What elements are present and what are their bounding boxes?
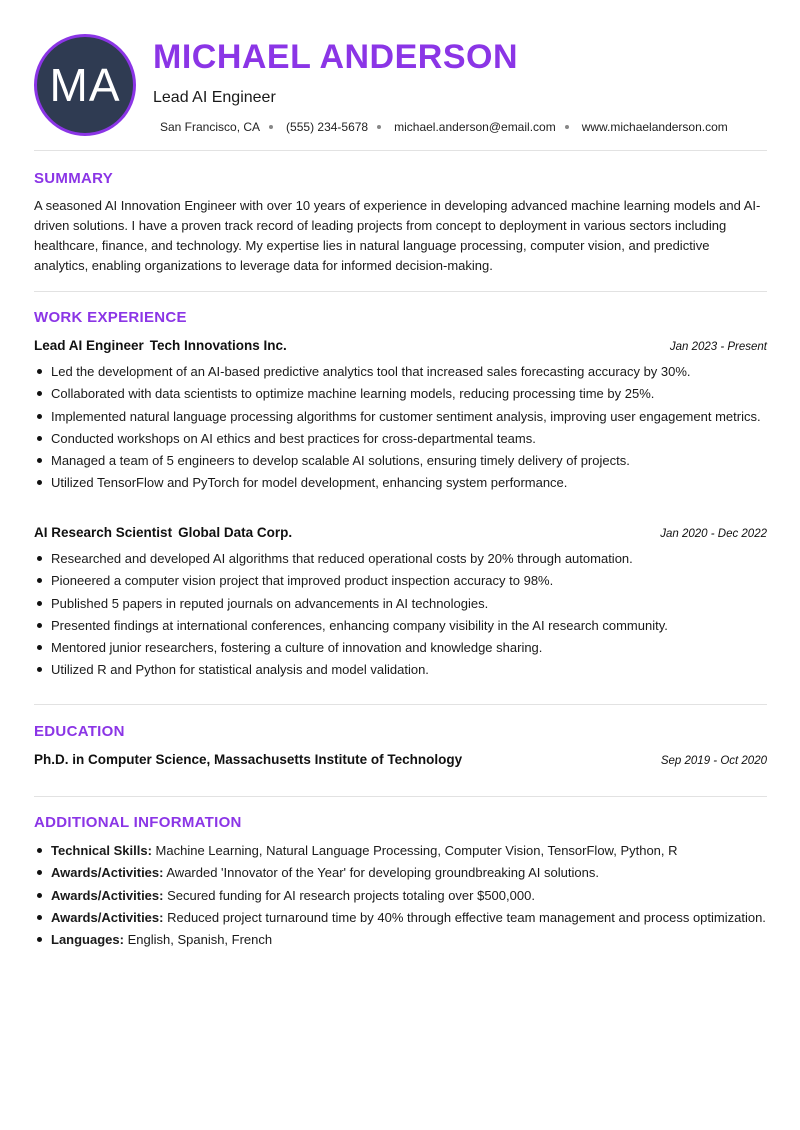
item-text: Secured funding for AI research projects totaling over $500,000.: [167, 887, 535, 903]
contact-location: San Francisco, CA: [160, 120, 261, 134]
list-item: Utilized TensorFlow and PyTorch for model development, enhancing system performance.: [34, 473, 767, 492]
job-role: Lead AI Engineer: [34, 338, 144, 353]
job-header: [34, 525, 767, 540]
list-item: Conducted workshops on AI ethics and best practices for cross-departmental teams.: [34, 429, 767, 448]
list-item: [34, 930, 767, 949]
item-label: Technical Skills:: [51, 843, 152, 858]
list-item: Presented findings at international conferences, enhancing company visibility in the AI research community.: [34, 616, 767, 635]
separator-dot-icon: [377, 125, 381, 129]
list-item: Published 5 papers in reputed journals on advancements in AI technologies.: [34, 594, 767, 613]
job-company: Global Data Corp.: [178, 525, 293, 540]
job-title-line: [34, 525, 292, 540]
education-degree: Ph.D. in Computer Science, Massachusetts Institute of Technology: [34, 752, 463, 767]
item-label: Awards/Activities:: [51, 865, 164, 881]
avatar-initials: MA: [49, 59, 121, 111]
item-text: Machine Learning, Natural Language Processing, Computer Vision, TensorFlow, Python, R: [155, 843, 678, 858]
job-title-line: [34, 338, 287, 353]
separator-dot-icon: [269, 125, 273, 129]
contact-website[interactable]: www.michaelanderson.com: [581, 120, 728, 134]
list-item: [34, 841, 767, 860]
item-label: Awards/Activities:: [51, 887, 164, 903]
list-item: Researched and developed AI algorithms that reduced operational costs by 20% through automation.: [34, 549, 767, 568]
section-divider: [34, 796, 767, 797]
job-dates: Jan 2020 - Dec 2022: [660, 528, 767, 540]
list-item: Utilized R and Python for statistical analysis and model validation.: [34, 660, 767, 679]
item-label: Languages:: [51, 932, 124, 948]
section-divider: [34, 704, 767, 705]
summary-text: A seasoned AI Innovation Engineer with over 10 years of experience in developing advanced machine learning models and AI-driven solutions. I have a proven track record of leading projects from concept to deployment in various sectors including healthcare, finance, and technology. My expertise lies in natural language processing, computer vision, and predictive analytics, enabling organizations to leverage data for informed decision-making.: [34, 198, 761, 273]
job-bullet-list: [34, 362, 767, 496]
avatar: [34, 34, 136, 136]
summary-heading: SUMMARY: [34, 170, 114, 187]
list-item: Pioneered a computer vision project that improved product inspection accuracy to 98%.: [34, 571, 767, 590]
contact-phone[interactable]: (555) 234-5678: [286, 120, 369, 134]
education-dates: Sep 2019 - Oct 2020: [660, 755, 767, 767]
experience-heading: WORK EXPERIENCE: [34, 309, 187, 326]
list-item: Mentored junior researchers, fostering a culture of innovation and knowledge sharing.: [34, 638, 767, 657]
job-dates: Jan 2023 - Present: [669, 341, 767, 353]
job-company: Tech Innovations Inc.: [149, 338, 287, 353]
section-divider: [34, 291, 767, 292]
job-bullet-list: [34, 549, 767, 683]
candidate-title: Lead AI Engineer: [153, 89, 276, 106]
candidate-name: MICHAEL ANDERSON: [153, 38, 519, 76]
additional-heading: ADDITIONAL INFORMATION: [34, 814, 242, 831]
item-label: Awards/Activities:: [51, 909, 164, 925]
education-entry: [34, 752, 767, 767]
education-heading: EDUCATION: [34, 723, 125, 740]
additional-list: [34, 841, 767, 952]
list-item: [34, 908, 767, 927]
item-text: English, Spanish, French: [127, 932, 273, 948]
job-role: AI Research Scientist: [34, 525, 173, 540]
list-item: [34, 863, 767, 882]
separator-dot-icon: [565, 125, 569, 129]
section-divider: [34, 150, 767, 151]
list-item: Managed a team of 5 engineers to develop scalable AI solutions, ensuring timely delivery of projects.: [34, 451, 767, 470]
item-text: Awarded 'Innovator of the Year' for developing groundbreaking AI solutions.: [166, 865, 599, 881]
contact-bar: [160, 120, 728, 134]
contact-email[interactable]: michael.anderson@email.com: [394, 120, 556, 134]
list-item: Implemented natural language processing algorithms for customer sentiment analysis, improving user engagement metrics.: [34, 407, 767, 426]
list-item: Led the development of an AI-based predictive analytics tool that increased sales forecasting accuracy by 30%.: [34, 362, 767, 381]
job-header: [34, 338, 767, 353]
item-text: Reduced project turnaround time by 40% through effective team management and process optimization.: [167, 909, 766, 925]
list-item: Collaborated with data scientists to optimize machine learning models, reducing processing time by 25%.: [34, 384, 767, 403]
list-item: [34, 886, 767, 905]
